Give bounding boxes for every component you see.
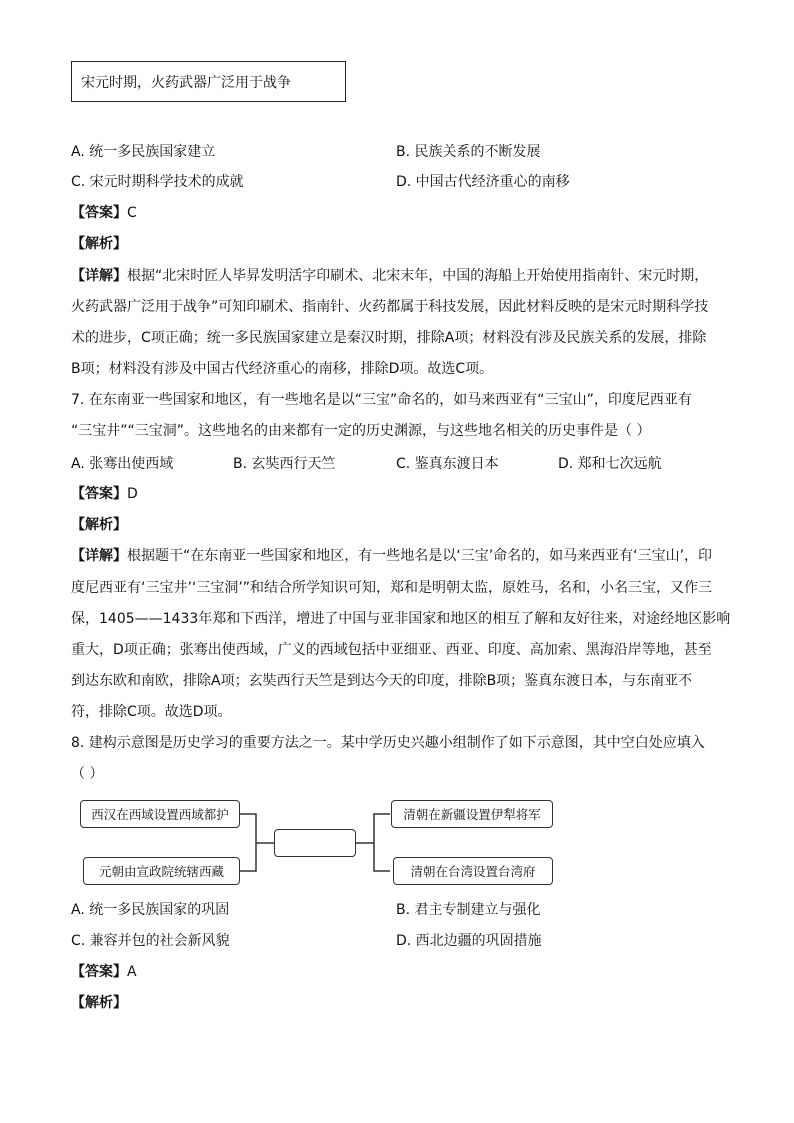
q6-option-c: C. 宋元时期科学技术的成就 bbox=[71, 174, 244, 190]
q6-detail-line-2: 火药武器广泛用于战争”可知印刷术、指南针、火药都属于科技发展，因此材料反映的是宋元时期科学技 bbox=[71, 299, 709, 315]
q7-detail-line-5: 到达东欧和南欧，排除A项；玄奘西行天竺是到达今天的印度，排除B项；鉴真东渡日本，与东南亚不 bbox=[71, 673, 693, 689]
q8-option-b: B. 君主专制建立与强化 bbox=[396, 902, 541, 918]
q7-detail-line-4: 重大，D项正确；张骞出使西域，广义的西域包括中亚细亚、西亚、印度、高加索、黑海沿岸等地，甚至 bbox=[71, 642, 712, 658]
q7-detail-line-3: 保，1405——1433年郑和下西洋，增进了中国与亚非国家和地区的相互了解和友好往来，对途经地区影响 bbox=[71, 611, 731, 627]
diagram-left-bottom: 元朝由宣政院统辖西藏 bbox=[83, 857, 240, 885]
answer-value: A bbox=[127, 964, 137, 980]
q8-answer bbox=[71, 962, 137, 982]
answer-value: D bbox=[127, 486, 138, 502]
detail-tag: 【详解】 bbox=[71, 548, 127, 564]
q7-stem-line-1: 7. 在东南亚一些国家和地区，有一些地名是以“三宝”命名的，如马来西亚有“三宝山”，印度尼西亚有 bbox=[71, 392, 692, 408]
diagram-right-bottom: 清朝在台湾设置台湾府 bbox=[393, 857, 553, 885]
answer-tag: 【答案】 bbox=[71, 964, 127, 980]
q7-analysis-tag: 【解析】 bbox=[71, 517, 127, 533]
q8-option-d: D. 西北边疆的巩固措施 bbox=[396, 933, 542, 949]
q8-option-c: C. 兼容并包的社会新风貌 bbox=[71, 933, 230, 949]
diagram-right-top: 清朝在新疆设置伊犁将军 bbox=[391, 800, 553, 828]
q8-option-a: A. 统一多民族国家的巩固 bbox=[71, 902, 230, 918]
detail-tag: 【详解】 bbox=[71, 268, 127, 284]
q7-detail-line-2: 度尼西亚有‘三宝井’‘三宝洞’”和结合所学知识可知，郑和是明朝太监，原姓马，名和，小名三宝，又作三 bbox=[71, 580, 713, 596]
q7-option-a: A. 张骞出使西域 bbox=[71, 456, 174, 472]
q7-option-c: C. 鉴真东渡日本 bbox=[396, 456, 499, 472]
q7-option-b: B. 玄奘西行天竺 bbox=[233, 456, 336, 472]
answer-tag: 【答案】 bbox=[71, 486, 127, 502]
diagram-left-top: 西汉在西域设置西域都护 bbox=[80, 800, 240, 828]
q6-detail-line-1: 【详解】根据“北宋时匠人毕昇发明活字印刷术、北宋末年，中国的海船上开始使用指南针、宋元时期， bbox=[71, 268, 709, 284]
q8-analysis-tag: 【解析】 bbox=[71, 995, 127, 1011]
q7-option-d: D. 郑和七次远航 bbox=[558, 456, 662, 472]
material-text: 宋元时期，火药武器广泛用于战争 bbox=[81, 75, 291, 91]
diagram-center-blank bbox=[274, 829, 356, 857]
q6-analysis-tag: 【解析】 bbox=[71, 236, 127, 252]
q7-detail-line-1: 【详解】根据题干“在东南亚一些国家和地区，有一些地名是以‘三宝’命名的，如马来西亚有‘三宝山’，印 bbox=[71, 548, 713, 564]
q6-option-a: A. 统一多民族国家建立 bbox=[71, 144, 216, 160]
q6-option-b: B. 民族关系的不断发展 bbox=[396, 144, 541, 160]
answer-tag: 【答案】 bbox=[71, 205, 127, 221]
q8-stem-line-1: 8. 建构示意图是历史学习的重要方法之一。某中学历史兴趣小组制作了如下示意图，其中空白处应填入 bbox=[71, 735, 705, 751]
q7-stem-line-2: “三宝井”“三宝洞”。这些地名的由来都有一定的历史渊源，与这些地名相关的历史事件是（ ） bbox=[71, 423, 651, 439]
q6-detail-line-4: B项；材料没有涉及中国古代经济重心的南移，排除D项。故选C项。 bbox=[71, 361, 494, 377]
q7-detail-line-6: 符，排除C项。故选D项。 bbox=[71, 704, 232, 720]
answer-value: C bbox=[127, 205, 137, 221]
q8-stem-line-2: （ ） bbox=[71, 766, 104, 782]
q6-option-d: D. 中国古代经济重心的南移 bbox=[396, 174, 570, 190]
q6-detail-line-3: 术的进步，C项正确；统一多民族国家建立是秦汉时期，排除A项；材料没有涉及民族关系的发展，排除 bbox=[71, 330, 707, 346]
